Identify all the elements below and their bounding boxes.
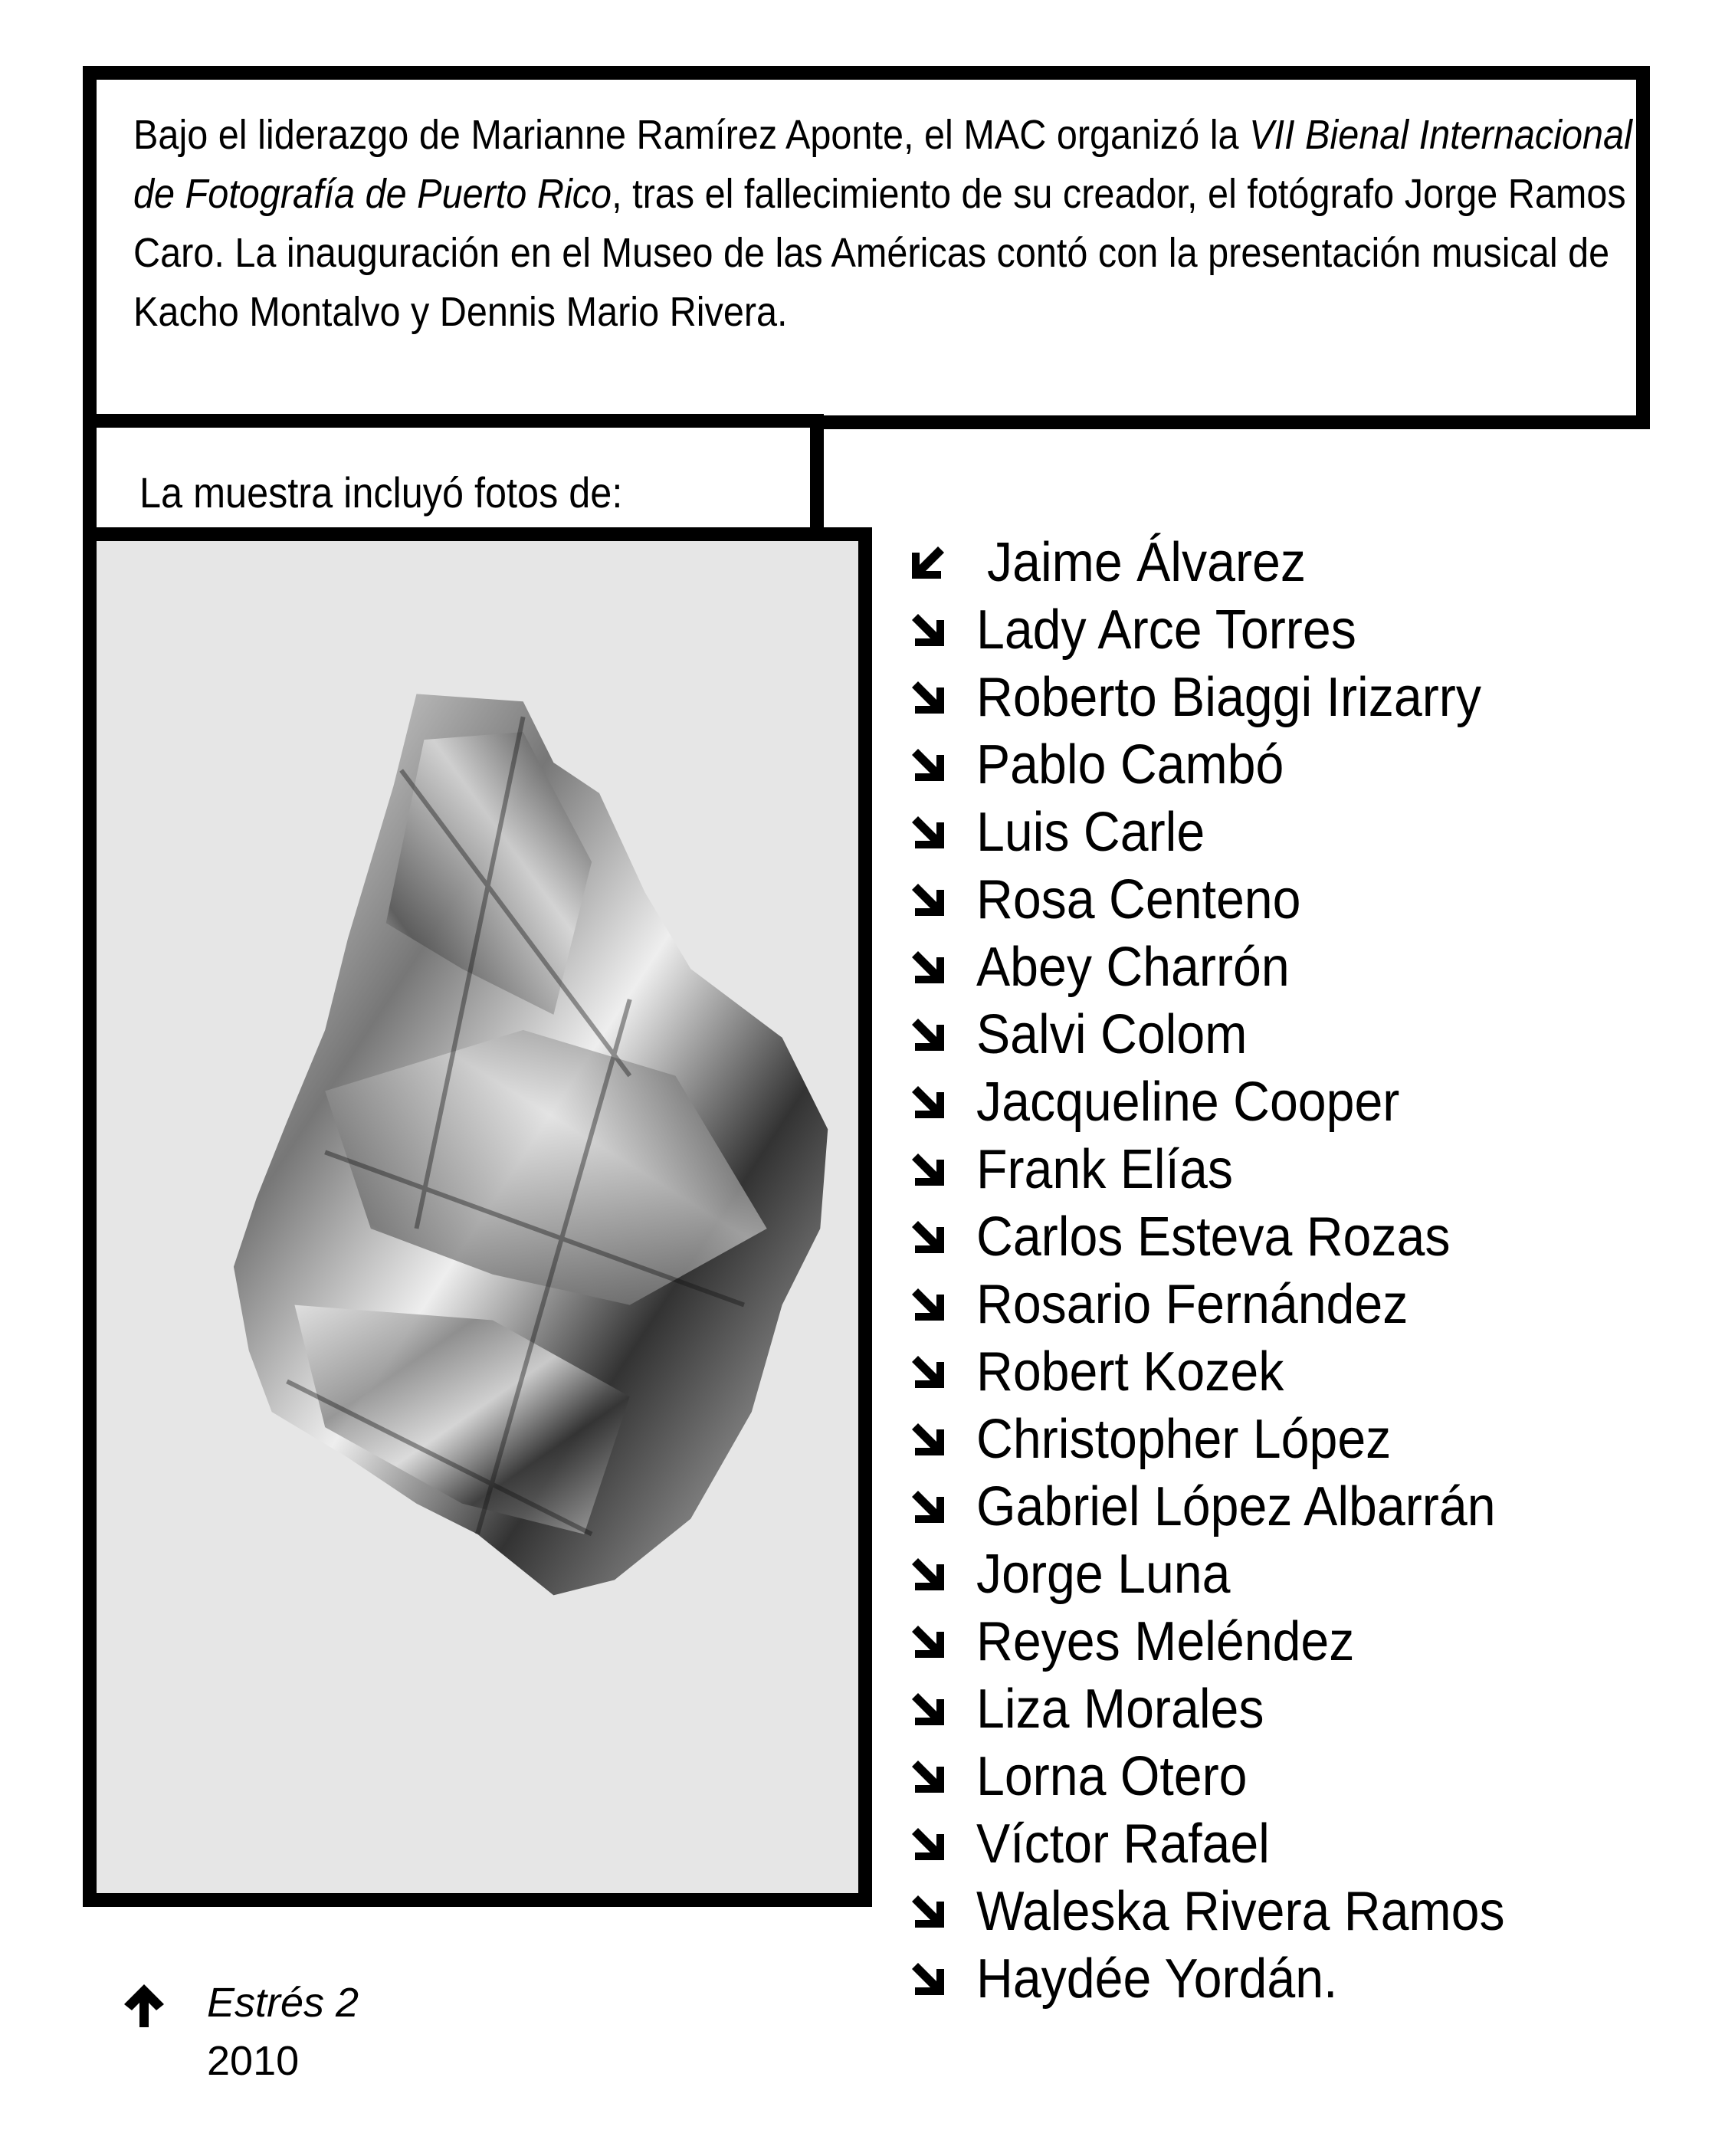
photographer-name: Salvi Colom: [976, 1004, 1248, 1065]
arrow-up-icon: [123, 1983, 166, 2029]
photographer-item: [910, 1878, 1551, 1945]
photographer-name: Reyes Meléndez: [976, 1611, 1355, 1672]
photographer-item: [910, 1203, 1551, 1271]
artwork-caption: [123, 1974, 359, 2090]
artwork-title: Estrés 2: [207, 1980, 359, 2026]
photographer-name: Lady Arce Torres: [976, 599, 1356, 661]
arrow-down-right-icon: [910, 1219, 946, 1255]
artwork-year: 2010: [207, 2038, 300, 2084]
artwork-photo-frame: [83, 527, 872, 1907]
photographer-name: Frank Elías: [976, 1139, 1233, 1200]
photographer-name: Robert Kozek: [976, 1341, 1284, 1403]
arrow-down-right-icon: [910, 1017, 946, 1052]
intro-text-continued: , tras el fallecimiento de su creador, el fotógrafo Jorge Ramos Caro. La inauguración en el Museo de las Américas contó con la presentación musical de Kacho Montalvo y Dennis Mario Rivera.: [133, 171, 1626, 335]
arrow-down-right-icon: [910, 882, 946, 917]
photographer-item: [910, 1541, 1551, 1608]
crumpled-foil-photo: [97, 541, 858, 1893]
photographer-name: Christopher López: [976, 1409, 1392, 1470]
intro-text: Bajo el liderazgo de Marianne Ramírez Aponte, el MAC organizó la: [133, 112, 1250, 158]
photographer-item: [910, 799, 1551, 866]
arrow-down-right-icon: [910, 1826, 946, 1862]
photographer-item: [910, 664, 1551, 731]
arrow-down-right-icon: [910, 1624, 946, 1659]
photographer-item: [910, 529, 1551, 596]
photographer-item: [910, 1743, 1551, 1810]
section-label: La muestra incluyó fotos de:: [139, 468, 623, 517]
photographer-item: [910, 1473, 1551, 1541]
photographer-item: [910, 1068, 1551, 1136]
arrow-down-right-icon: [910, 1894, 946, 1929]
arrow-down-right-icon: [910, 612, 946, 648]
arrow-down-right-icon: [910, 1422, 946, 1457]
photographer-item: [910, 731, 1551, 799]
photographer-name: Abey Charrón: [976, 937, 1290, 998]
photographer-name: Haydée Yordán.: [976, 1948, 1338, 2010]
photographer-item: [910, 1406, 1551, 1473]
arrow-down-right-icon: [910, 950, 946, 985]
photographer-name: Liza Morales: [976, 1679, 1264, 1740]
arrow-down-right-icon: [910, 1085, 946, 1120]
photographer-item: [910, 934, 1551, 1001]
photographer-name: Jaime Álvarez: [987, 532, 1306, 593]
photographer-name: Rosa Centeno: [976, 869, 1301, 930]
arrow-down-right-icon: [910, 680, 946, 715]
photographer-name: Luis Carle: [976, 802, 1205, 863]
photographer-name: Waleska Rivera Ramos: [976, 1881, 1505, 1942]
photographer-item: [910, 866, 1551, 934]
photographer-name: Jacqueline Cooper: [976, 1071, 1400, 1133]
photographer-name: Gabriel López Albarrán: [976, 1476, 1496, 1537]
photographer-name: Carlos Esteva Rozas: [976, 1206, 1451, 1268]
arrow-down-right-icon: [910, 1354, 946, 1390]
photographer-list: [910, 529, 1551, 2013]
photographer-name: Jorge Luna: [976, 1544, 1231, 1605]
arrow-down-right-icon: [910, 1759, 946, 1794]
arrow-down-right-icon: [910, 815, 946, 850]
intro-paragraph: [133, 106, 1637, 342]
photographer-item: [910, 1338, 1551, 1406]
photographer-name: Lorna Otero: [976, 1746, 1248, 1807]
arrow-down-left-icon: [910, 545, 946, 580]
section-label-box: [83, 414, 824, 541]
photographer-item: [910, 1810, 1551, 1878]
photographer-item: [910, 596, 1551, 664]
photographer-name: Roberto Biaggi Irizarry: [976, 667, 1481, 728]
photographer-item: [910, 1136, 1551, 1203]
photographer-item: [910, 1608, 1551, 1675]
arrow-down-right-icon: [910, 1557, 946, 1592]
arrow-down-right-icon: [910, 1287, 946, 1322]
intro-text-box: [83, 66, 1650, 429]
arrow-down-right-icon: [910, 1152, 946, 1187]
photographer-name: Víctor Rafael: [976, 1813, 1270, 1875]
photographer-name: Rosario Fernández: [976, 1274, 1409, 1335]
photographer-name: Pablo Cambó: [976, 734, 1284, 796]
arrow-down-right-icon: [910, 1692, 946, 1727]
photographer-item: [910, 1271, 1551, 1338]
arrow-down-right-icon: [910, 747, 946, 783]
exhibition-title: VII Bienal Internacional de Fotografía de Puerto Rico: [133, 112, 1632, 217]
arrow-down-right-icon: [910, 1489, 946, 1524]
photographer-item: [910, 1675, 1551, 1743]
arrow-down-right-icon: [910, 1961, 946, 1997]
photographer-item: [910, 1945, 1551, 2013]
photographer-item: [910, 1001, 1551, 1068]
